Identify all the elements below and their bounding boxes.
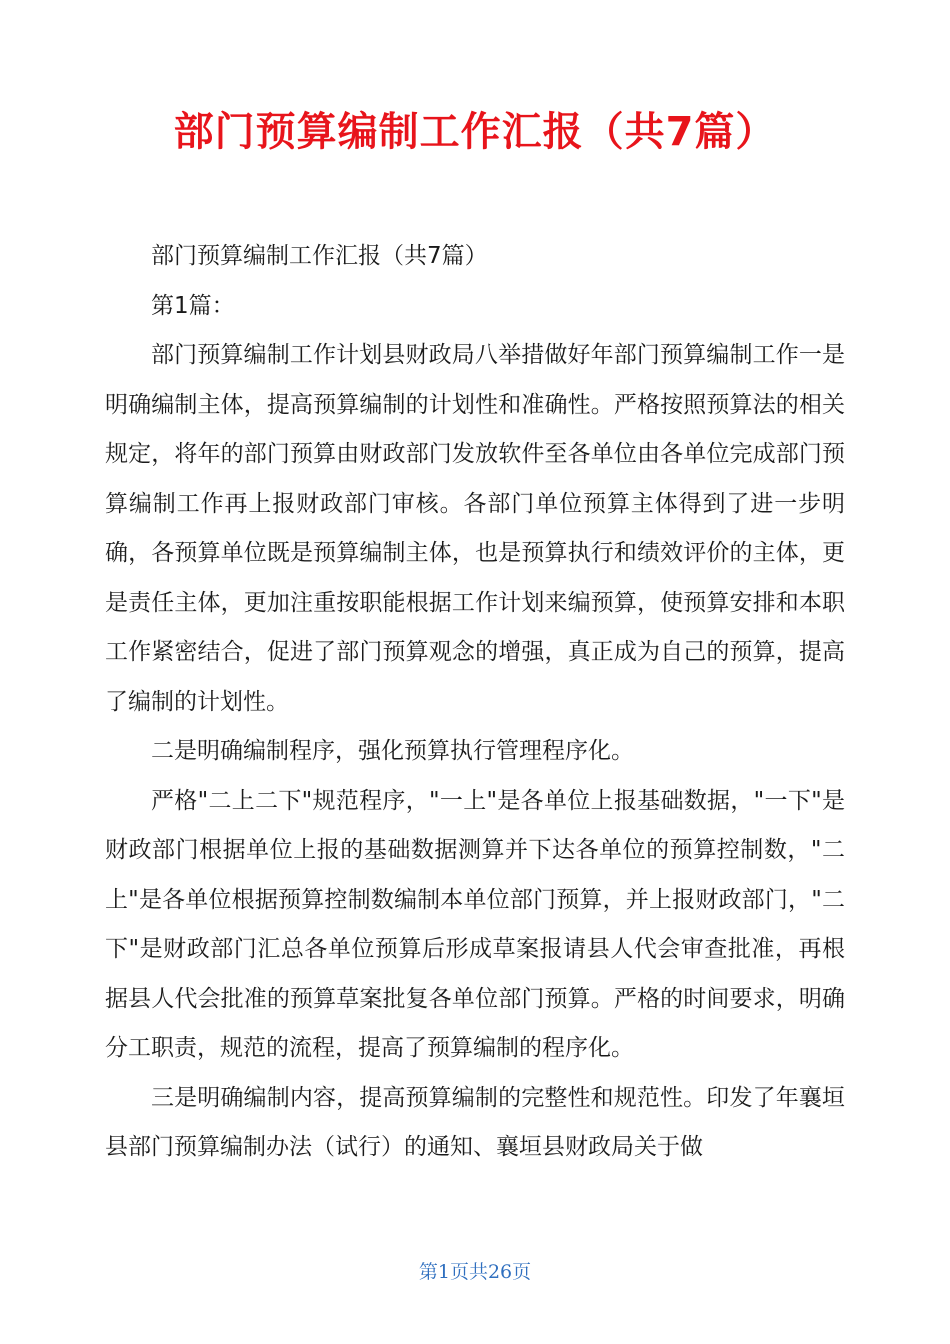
paragraph: 严格"二上二下"规范程序，"一上"是各单位上报基础数据，"一下"是财政部门根据单位上报的基础数据测算并下达各单位的预算控制数，"二上"是各单位根据预算控制数编制本单位部门预算，并上报财政部门，"二下"是财政部门汇总各单位预算后形成草案报请县人代会审查批准，再根据县人代会批准的预算草案批复各单位部门预算。严格的时间要求，明确分工职责，规范的流程，提高了预算编制的程序化。 — [105, 787, 845, 1061]
document-title: 部门预算编制工作汇报（共7篇） — [173, 109, 777, 155]
paragraph: 三是明确编制内容，提高预算编制的完整性和规范性。印发了年襄垣县部门预算编制办法（试行）的通知、襄垣县财政局关于做 — [105, 1084, 845, 1160]
paragraph: 部门预算编制工作汇报（共7篇） — [151, 243, 488, 269]
page-number-footer: 第1页共26页 — [418, 1261, 532, 1283]
paragraph: 第1篇： — [151, 292, 235, 319]
document-body — [105, 232, 845, 1173]
paragraph: 二是明确编制程序，强化预算执行管理程序化。 — [151, 738, 634, 764]
paragraph: 部门预算编制工作计划县财政局八举措做好年部门预算编制工作一是明确编制主体，提高预算编制的计划性和准确性。严格按照预算法的相关规定，将年的部门预算由财政部门发放软件至各单位由各单位完成部门预算编制工作再上报财政部门审核。各部门单位预算主体得到了进一步明确，各预算单位既是预算编制主体，也是预算执行和绩效评价的主体，更是责任主体，更加注重按职能根据工作计划来编预算，使预算安排和本职工作紧密结合，促进了部门预算观念的增强，真正成为自己的预算，提高了编制的计划性。 — [105, 342, 845, 715]
